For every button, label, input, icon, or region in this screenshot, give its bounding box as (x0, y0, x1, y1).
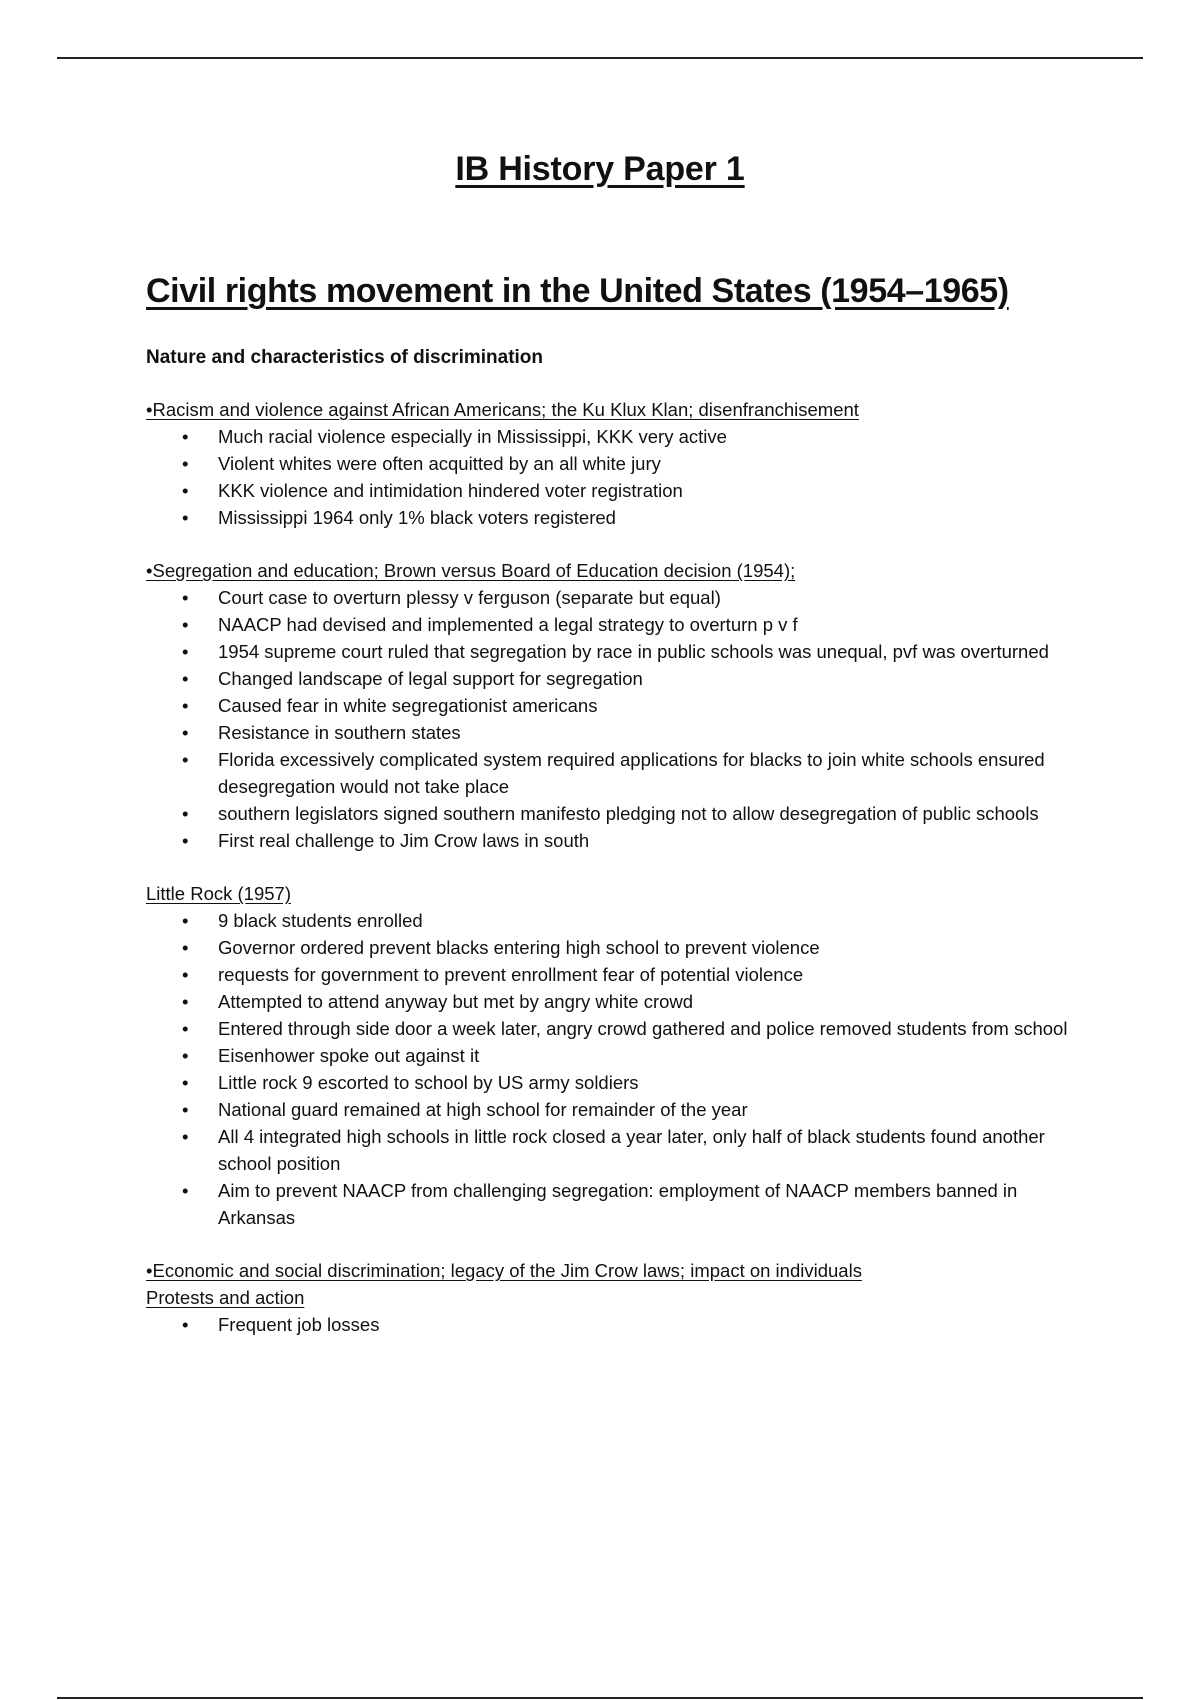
bullet-icon: • (182, 453, 189, 474)
section-heading: •Racism and violence against African Americans; the Ku Klux Klan; disenfranchisement (146, 399, 859, 420)
list-item-text: All 4 integrated high schools in little rock closed a year later, only half of black students found another school position (218, 1126, 1045, 1174)
bullet-icon: • (182, 641, 189, 662)
bullet-icon: • (182, 964, 189, 985)
list-item-text: Governor ordered prevent blacks entering high school to prevent violence (218, 937, 820, 958)
list-item-text: Caused fear in white segregationist americans (218, 695, 598, 716)
bullet-icon: • (182, 830, 189, 851)
list-item (146, 907, 1086, 934)
section-3 (146, 880, 1086, 1231)
bullet-icon: • (182, 722, 189, 743)
section-1 (146, 396, 1086, 531)
list-item-text: Aim to prevent NAACP from challenging segregation: employment of NAACP members banned in Arkansas (218, 1180, 1018, 1228)
list-item-text: KKK violence and intimidation hindered voter registration (218, 480, 683, 501)
list-item (146, 611, 1086, 638)
sections-container (146, 396, 1086, 1338)
list-item-text: Mississippi 1964 only 1% black voters registered (218, 507, 616, 528)
bullet-icon: • (182, 1314, 189, 1335)
list-item-text: Florida excessively complicated system required applications for blacks to join white schools ensured desegregation would not take place (218, 749, 1045, 797)
bullet-icon: • (182, 937, 189, 958)
list-item-text: Eisenhower spoke out against it (218, 1045, 480, 1066)
list-item (146, 638, 1086, 665)
list-item (146, 988, 1086, 1015)
bullet-list (146, 423, 1086, 531)
bullet-icon: • (182, 1099, 189, 1120)
list-item (146, 1311, 1086, 1338)
bullet-list (146, 907, 1086, 1231)
bullet-icon: • (182, 991, 189, 1012)
bullet-icon: • (182, 480, 189, 501)
topic-title: Civil rights movement in the United States (1954–1965) (146, 272, 1009, 310)
list-item (146, 692, 1086, 719)
list-item (146, 1042, 1086, 1069)
list-item (146, 1123, 1086, 1177)
list-item-text: Entered through side door a week later, angry crowd gathered and police removed students from school (218, 1018, 1068, 1039)
bullet-icon: • (182, 695, 189, 716)
top-rule (57, 57, 1143, 59)
bullet-list (146, 1311, 1086, 1338)
list-item (146, 961, 1086, 988)
bullet-icon: • (182, 587, 189, 608)
list-item-text: requests for government to prevent enrollment fear of potential violence (218, 964, 804, 985)
list-item-text: Resistance in southern states (218, 722, 461, 743)
section-heading: •Segregation and education; Brown versus Board of Education decision (1954); (146, 560, 796, 581)
list-item-text: NAACP had devised and implemented a legal strategy to overturn p v f (218, 614, 798, 635)
list-item-text: Frequent job losses (218, 1314, 380, 1335)
list-item-text: National guard remained at high school for remainder of the year (218, 1099, 748, 1120)
bullet-icon: • (182, 1018, 189, 1039)
bullet-icon: • (182, 1126, 189, 1147)
list-item (146, 800, 1086, 827)
section-2 (146, 557, 1086, 854)
section-heading: •Economic and social discrimination; legacy of the Jim Crow laws; impact on individuals (146, 1260, 862, 1281)
section-subheading: Nature and characteristics of discrimination (146, 347, 544, 368)
bullet-icon: • (182, 749, 189, 770)
bullet-icon: • (182, 910, 189, 931)
section-subheading-underlined: Protests and action (146, 1287, 305, 1308)
list-item (146, 450, 1086, 477)
list-item (146, 719, 1086, 746)
list-item (146, 504, 1086, 531)
list-item-text: Much racial violence especially in Mississippi, KKK very active (218, 426, 727, 447)
list-item-text: Court case to overturn plessy v ferguson (separate but equal) (218, 587, 721, 608)
bullet-icon: • (182, 1072, 189, 1093)
bullet-icon: • (182, 1045, 189, 1066)
bullet-icon: • (182, 1180, 189, 1201)
bullet-icon: • (182, 668, 189, 689)
list-item (146, 477, 1086, 504)
bottom-rule (57, 1697, 1143, 1699)
list-item (146, 665, 1086, 692)
bullet-icon: • (182, 507, 189, 528)
list-item (146, 1069, 1086, 1096)
list-item-text: 1954 supreme court ruled that segregation by race in public schools was unequal, pvf was overturned (218, 641, 1049, 662)
list-item (146, 1015, 1086, 1042)
list-item-text: southern legislators signed southern manifesto pledging not to allow desegregation of public schools (218, 803, 1039, 824)
list-item-text: Attempted to attend anyway but met by angry white crowd (218, 991, 694, 1012)
list-item-text: Violent whites were often acquitted by an all white jury (218, 453, 661, 474)
list-item (146, 1096, 1086, 1123)
bullet-list (146, 584, 1086, 854)
list-item (146, 584, 1086, 611)
list-item (146, 934, 1086, 961)
list-item (146, 1177, 1086, 1231)
bullet-icon: • (182, 803, 189, 824)
list-item (146, 746, 1086, 800)
document-body (146, 272, 1086, 1364)
list-item-text: First real challenge to Jim Crow laws in south (218, 830, 590, 851)
section-heading: Little Rock (1957) (146, 883, 291, 904)
bullet-icon: • (182, 614, 189, 635)
list-item (146, 827, 1086, 854)
document-title: IB History Paper 1 (455, 150, 745, 188)
bullet-icon: • (182, 426, 189, 447)
list-item-text: 9 black students enrolled (218, 910, 423, 931)
section-4 (146, 1257, 1086, 1338)
list-item-text: Changed landscape of legal support for segregation (218, 668, 643, 689)
list-item (146, 423, 1086, 450)
list-item-text: Little rock 9 escorted to school by US army soldiers (218, 1072, 639, 1093)
